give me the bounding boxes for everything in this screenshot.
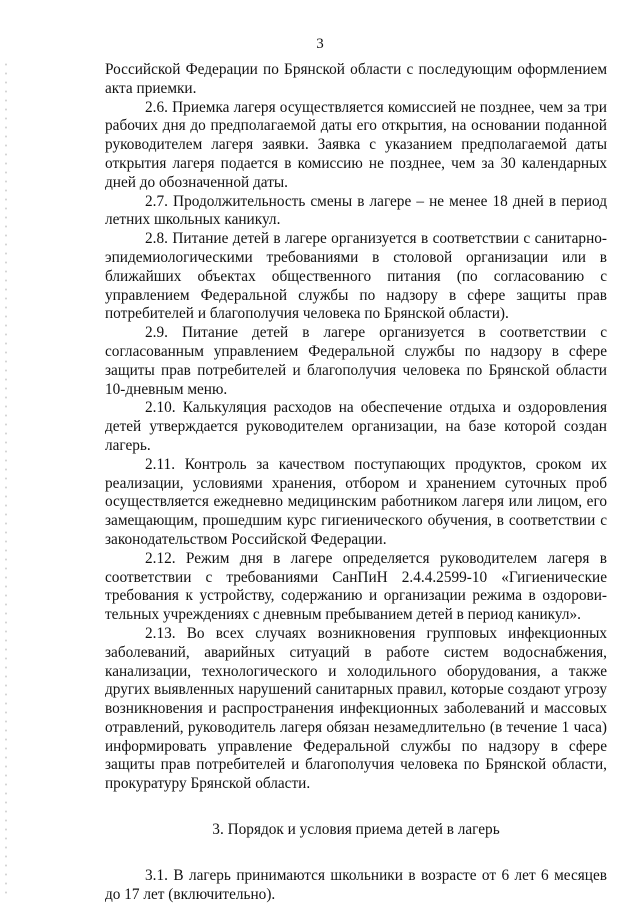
document-body: [105, 61, 607, 904]
paragraph-2-9: 2.9. Питание детей в лагере организуется в соответствии с согласованным управлением Федеральной службы по надзору в сфере защиты прав потребителей и благополучия человека по Брянской области 10-дневным меню.: [105, 324, 607, 398]
paragraph-2-11: 2.11. Контроль за качеством поступающих продуктов, сроком их реализации, условиями хранения, отбором и хранением суточных проб осуществляется ежедневно медицинским работником лагеря или лицом, его замещающим, прошедшим курс гигиенического обучения, в соответствии с законодательством Российской Федерации.: [105, 455, 607, 548]
paragraph-2-10: 2.10. Калькуляция расходов на обеспечение отдыха и оздоровления детей утверждается руководителем организации, на базе которой создан лагерь.: [105, 399, 607, 454]
paragraph-continuation: Российской Федерации по Брянской области с последующим оформлением акта приемки.: [105, 61, 607, 97]
paragraph-2-7: 2.7. Продолжительность смены в лагере – не менее 18 дней в период летних школьных каникул.: [105, 192, 607, 229]
paragraph-2-13: 2.13. Во всех случаях возникновения групповых инфекционных заболеваний, аварийных ситуаций в работе систем водоснабжения, канализации, технологического и холодильного оборудования, а также других выявленных нарушений санитарных правил, которые создают угрозу возникновения и распространения инфекционных заболеваний и массовых отравлений, руководитель лагеря обязан незамедлительно (в течение 1 часа) информировать управление Федеральной службы по надзору в сфере защиты прав потребителей и благополучия человека по Брянской области, прокуратуру Брянской области.: [105, 624, 607, 793]
page-number: 3: [316, 36, 324, 52]
paragraph-2-8: 2.8. Питание детей в лагере организуется в соответствии с санитарно-эпидемиологическими требованиями в столовой организации или в ближайших объектах общественного питания (по согласованию с управлением Федеральной службы по надзору в сфере защиты прав потребителей и благополучия человека по Брянской области).: [105, 230, 607, 323]
paragraph-2-12: 2.12. Режим дня в лагере определяется руководителем лагеря в соответствии с требованиями СанПиН 2.4.4.2599-10 «Гигиенические требования к устройству, содержанию и организации режима в оздорови-тельных учреждениях с дневным пребыванием детей в период каникул».: [105, 549, 607, 624]
section-heading: 3. Порядок и условия приема детей в лагерь: [212, 821, 500, 839]
scan-binding-dots: [3, 60, 9, 900]
paragraph-2-6: 2.6. Приемка лагеря осуществляется комиссией не позднее, чем за три рабочих дня до предполагаемой даты его открытия, на основании поданной руководителем лагеря заявки. Заявка с указанием предполагаемой даты открытия лагеря подается в комиссию не позднее, чем за 30 календарных дней до обозначенной даты.: [105, 98, 607, 191]
paragraph-3-1: 3.1. В лагерь принимаются школьники в возрасте от 6 лет 6 месяцев до 17 лет (включительно).: [105, 866, 607, 903]
